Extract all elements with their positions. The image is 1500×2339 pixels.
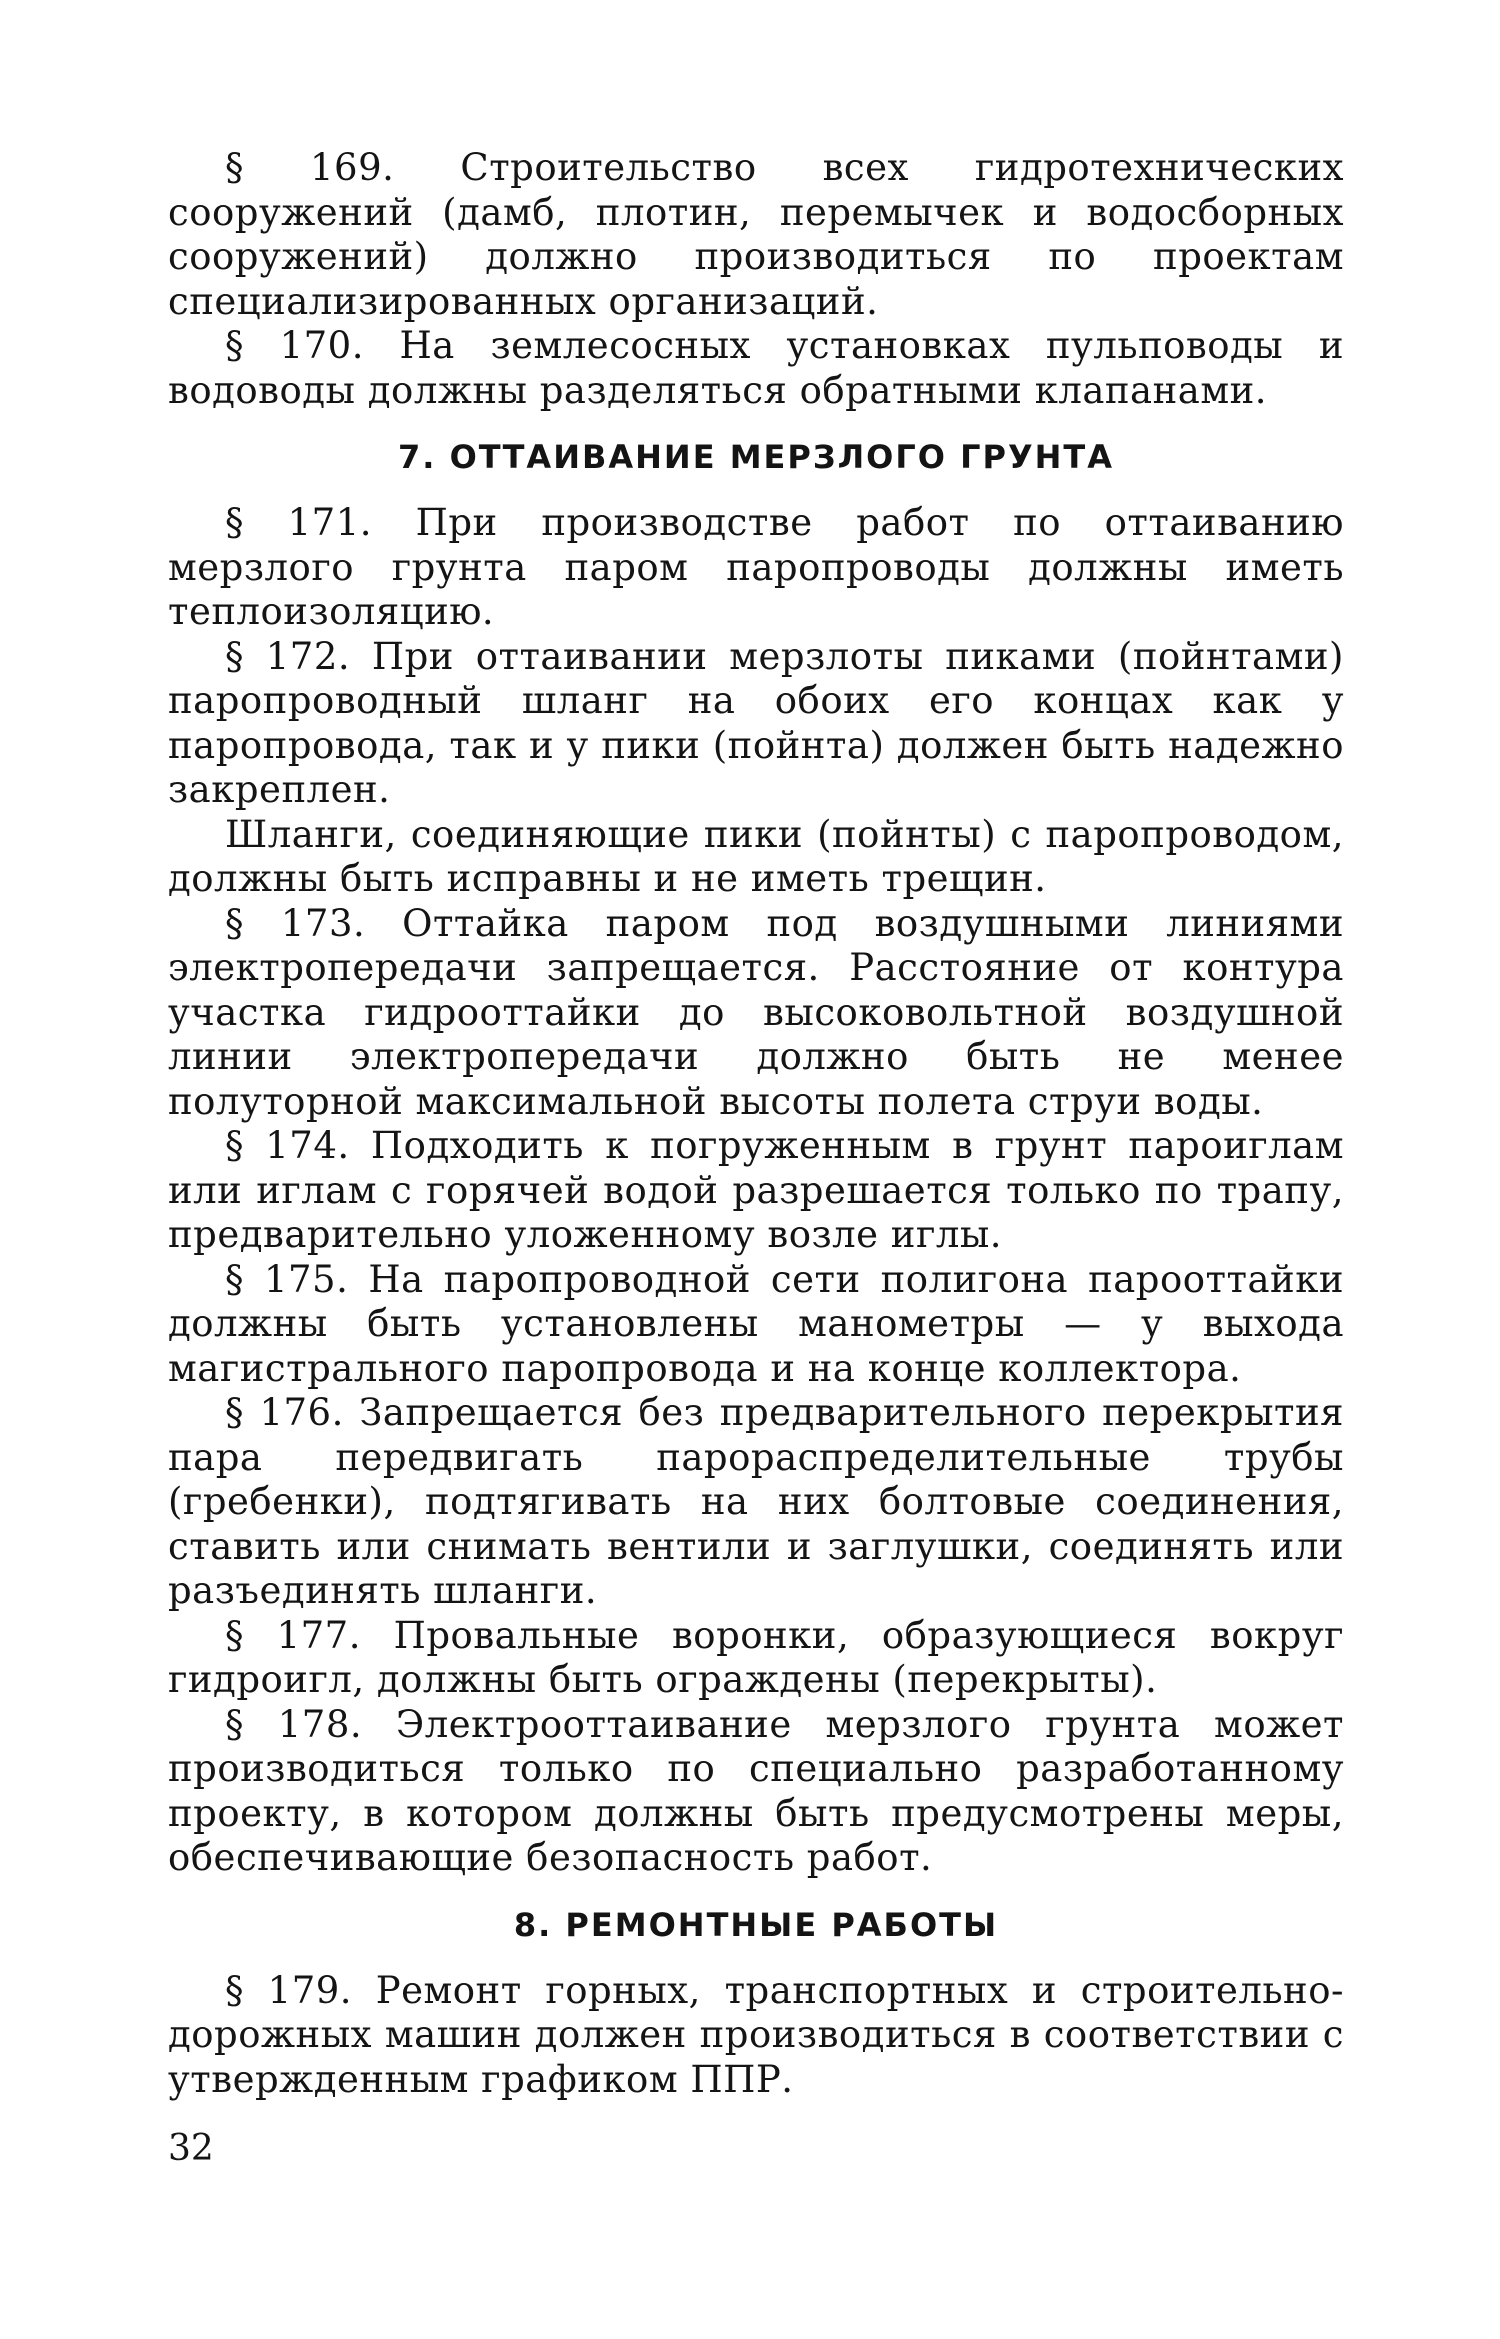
paragraph-173: § 173. Оттайка паром под воздушными линиями электропередачи запрещается. Расстояние от контура участка гидрооттайки до высоковольтной воздушной линии электропередачи должно быть не менее полуторной максимальной высоты полета струи воды. (168, 901, 1344, 1123)
paragraph-171: § 171. При производстве работ по оттаиванию мерзлого грунта паром паропроводы должны иметь теплоизоляцию. (168, 501, 1344, 633)
paragraph-172-continued: Шланги, соединяющие пики (пойнты) с паропроводом, должны быть исправны и не иметь трещин. (168, 812, 1344, 900)
paragraph-174: § 174. Подходить к погруженным в грунт пароиглам или иглам с горячей водой разрешается только по трапу, предварительно уложенному возле иглы. (168, 1124, 1344, 1256)
section-heading-8: 8. РЕМОНТНЫЕ РАБОТЫ (513, 1905, 999, 1944)
paragraph-176: § 176. Запрещается без предварительного перекрытия пара передвигать парораспределительные трубы (гребенки), подтягивать на них болтовые соединения, ставить или снимать вентили и заглушки, соединять или разъединять шланги. (168, 1391, 1344, 1612)
paragraph-178: § 178. Электрооттаивание мерзлого грунта может производиться только по специально разработанному проекту, в котором должны быть предусмотрены меры, обеспечивающие безопасность работ. (168, 1702, 1344, 1879)
paragraph-177: § 177. Провальные воронки, образующиеся вокруг гидроигл, должны быть ограждены (перекрыты). (168, 1613, 1344, 1701)
paragraph-169: § 169. Строительство всех гидротехнических сооружений (дамб, плотин, перемычек и водосборных сооружений) должно производиться по проектам специализированных организаций. (168, 146, 1344, 323)
paragraph-170: § 170. На землесосных установках пульповоды и водоводы должны разделяться обратными клапанами. (168, 324, 1344, 412)
document-page (168, 146, 1344, 2102)
page-number: 32 (168, 2128, 214, 2169)
paragraph-175: § 175. На паропроводной сети полигона парооттайки должны быть установлены манометры — у выхода магистрального паропровода и на конце коллектора. (168, 1257, 1344, 1390)
paragraph-172: § 172. При оттаивании мерзлоты пиками (пойнтами) паропроводный шланг на обоих его концах как у паропровода, так и у пики (пойнта) должен быть надежно закреплен. (168, 634, 1344, 811)
section-heading-7: 7. ОТТАИВАНИЕ МЕРЗЛОГО ГРУНТА (398, 438, 1114, 476)
paragraph-179: § 179. Ремонт горных, транспортных и строительно-дорожных машин должен производиться в соответствии с утвержденным графиком ППР. (168, 1968, 1344, 2101)
